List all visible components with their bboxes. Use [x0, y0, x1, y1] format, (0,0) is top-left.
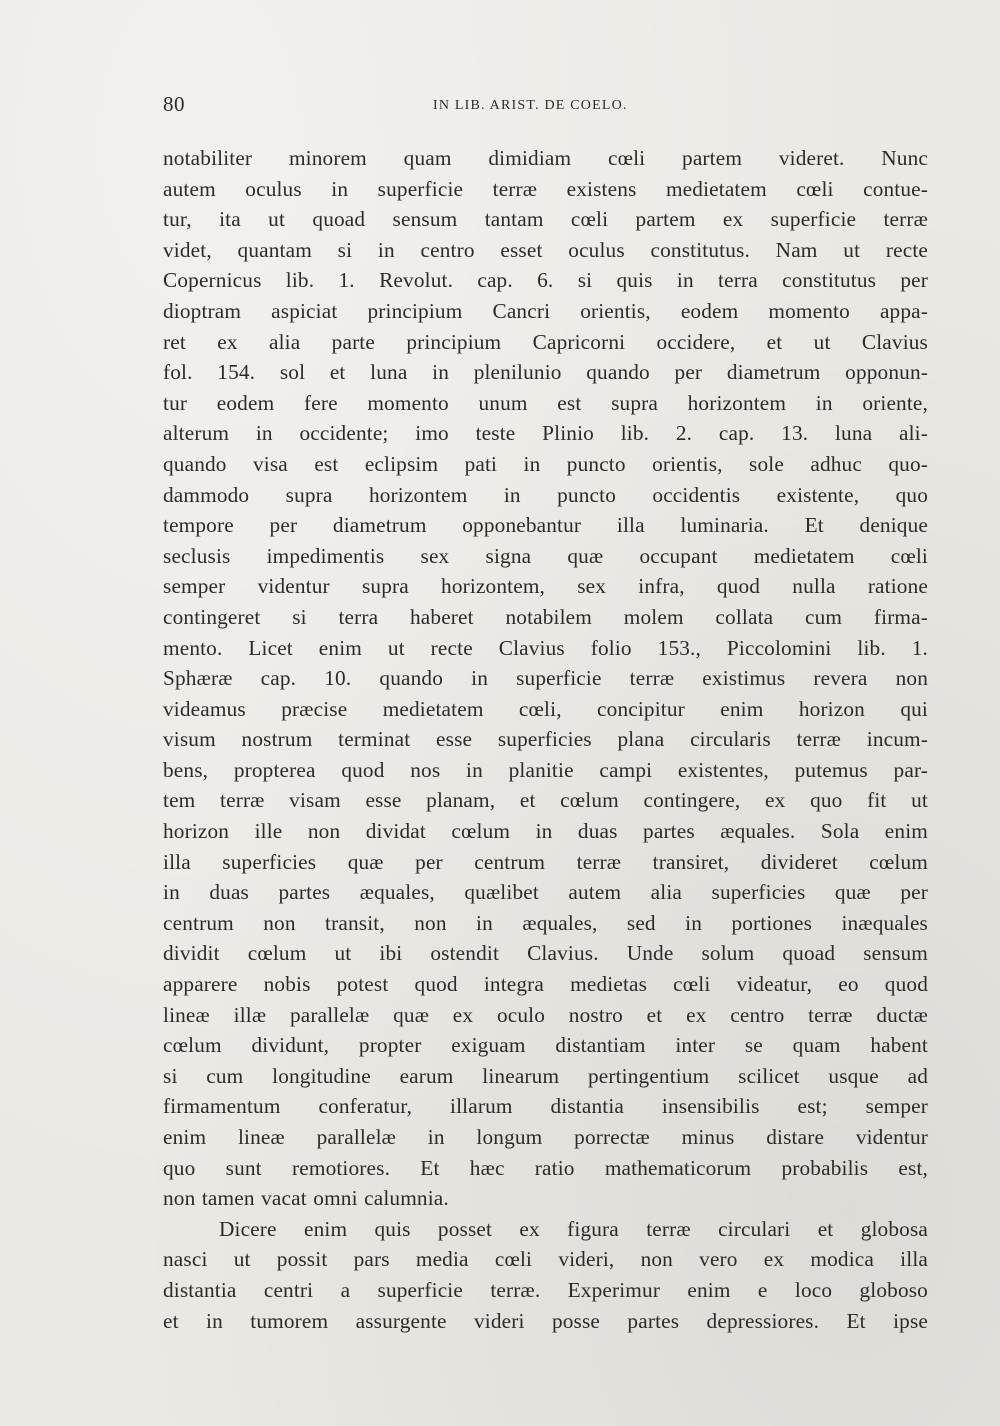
text-line: in duas partes æquales, quælibet autem alia superficies quæ per — [163, 880, 928, 905]
text-line: Sphæræ cap. 10. quando in superficie terræ existimus revera non — [163, 666, 928, 691]
text-line: nasci ut possit pars media cœli videri, non vero ex modica illa — [163, 1247, 928, 1272]
text-line: lineæ illæ parallelæ quæ ex oculo nostro et ex centro terræ ductæ — [163, 1002, 928, 1027]
page-number: 80 — [163, 92, 185, 116]
text-line: enim lineæ parallelæ in longum porrectæ minus distare videntur — [163, 1125, 928, 1149]
text-line: autem oculus in superficie terræ existens medietatem cœli contue- — [163, 176, 928, 201]
text-line: tempore per diametrum opponebantur illa luminaria. Et denique — [163, 513, 928, 538]
text-line: centrum non transit, non in æquales, sed in portiones inæquales — [163, 910, 928, 935]
paragraph — [163, 143, 928, 1214]
text-line: alterum in occidente; imo teste Plinio lib. 2. cap. 13. luna ali- — [163, 421, 928, 446]
text-line: Copernicus lib. 1. Revolut. cap. 6. si quis in terra constitutus per — [163, 268, 928, 293]
text-line: cœlum dividunt, propter exiguam distantiam inter se quam habent — [163, 1033, 928, 1058]
text-line: fol. 154. sol et luna in plenilunio quando per diametrum opponun- — [163, 360, 928, 385]
text-line: apparere nobis potest quod integra medietas cœli videatur, eo quod — [163, 972, 928, 997]
text-line: illa superficies quæ per centrum terræ transiret, divideret cœlum — [163, 849, 928, 874]
text-line: tur eodem fere momento unum est supra horizontem in oriente, — [163, 390, 928, 415]
text-line: non tamen vacat omni calumnia. — [163, 1186, 449, 1211]
page-header — [163, 92, 931, 122]
text-line: videamus præcise medietatem cœli, concipitur enim horizon qui — [163, 696, 928, 721]
running-head: IN LIB. ARIST. DE COELO. — [433, 98, 628, 113]
text-line: firmamentum conferatur, illarum distantia insensibilis est; semper — [163, 1094, 928, 1119]
text-line: mento. Licet enim ut recte Clavius folio 153., Piccolomini lib. 1. — [163, 635, 928, 660]
text-line: contingeret si terra haberet notabilem molem collata cum firma- — [163, 604, 928, 629]
text-line: notabiliter minorem quam dimidiam cœli partem videret. Nunc — [163, 146, 928, 170]
text-line: quando visa est eclipsim pati in puncto orientis, sole adhuc quo- — [163, 451, 928, 476]
text-line: horizon ille non dividat cœlum in duas partes æquales. Sola enim — [163, 819, 928, 844]
text-line: bens, propterea quod nos in planitie campi existentes, putemus par- — [163, 757, 928, 782]
body-text — [163, 143, 928, 1336]
text-line: videt, quantam si in centro esset oculus constitutus. Nam ut recte — [163, 237, 928, 262]
text-line: tur, ita ut quoad sensum tantam cœli partem ex superficie terræ — [163, 207, 928, 232]
text-line: dioptram aspiciat principium Cancri orientis, eodem momento appa- — [163, 298, 928, 323]
text-line: quo sunt remotiores. Et hæc ratio mathematicorum probabilis est, — [163, 1155, 928, 1180]
text-line: Dicere enim quis posset ex figura terræ circulari et globosa — [219, 1216, 928, 1241]
text-line: semper videntur supra horizontem, sex infra, quod nulla ratione — [163, 574, 928, 599]
text-line: dammodo supra horizontem in puncto occidentis existente, quo — [163, 482, 928, 507]
text-line: distantia centri a superficie terræ. Experimur enim e loco globoso — [163, 1277, 928, 1302]
text-line: dividit cœlum ut ibi ostendit Clavius. Unde solum quoad sensum — [163, 941, 928, 966]
text-line: ret ex alia parte principium Capricorni occidere, et ut Clavius — [163, 329, 928, 354]
text-line: si cum longitudine earum linearum pertingentium scilicet usque ad — [163, 1063, 928, 1088]
text-line: seclusis impedimentis sex signa quæ occupant medietatem cœli — [163, 543, 928, 568]
text-line: tem terræ visam esse planam, et cœlum contingere, ex quo fit ut — [163, 788, 928, 813]
text-line: visum nostrum terminat esse superficies plana circularis terræ incum- — [163, 727, 928, 752]
paragraph — [163, 1214, 928, 1336]
text-line: et in tumorem assurgente videri posse partes depressiores. Et ipse — [163, 1308, 928, 1333]
